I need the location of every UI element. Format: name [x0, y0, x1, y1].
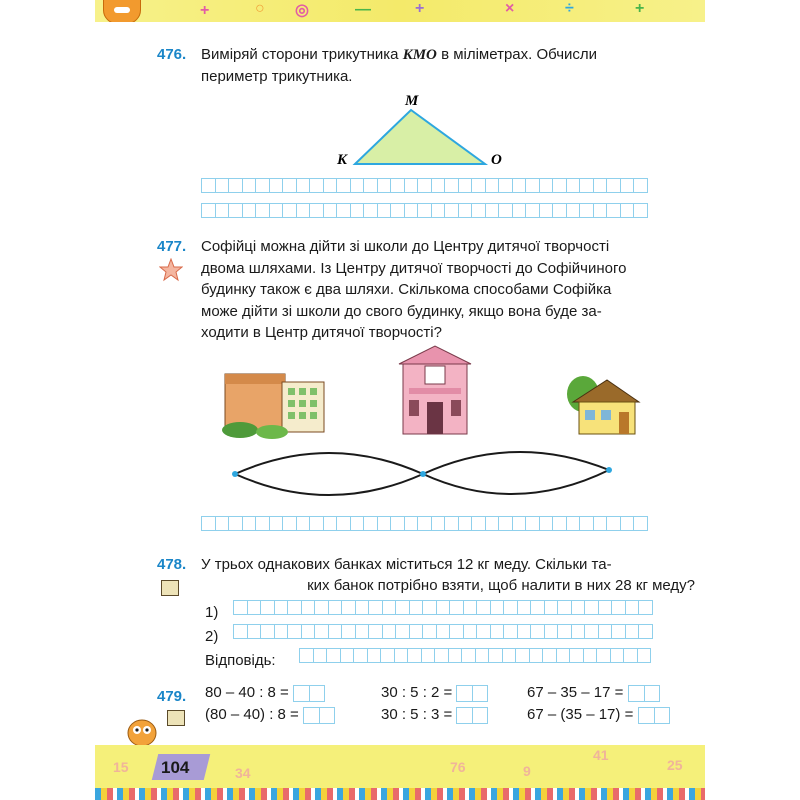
- grid-cell[interactable]: [296, 178, 311, 193]
- grid-cell[interactable]: [633, 178, 648, 193]
- problem-number-477: 477.: [157, 238, 187, 255]
- answer-box[interactable]: [628, 685, 660, 702]
- creativity-centre-building-illustration: [395, 344, 475, 436]
- grid-cell[interactable]: [269, 178, 284, 193]
- star-icon: [159, 258, 183, 282]
- grid-cell[interactable]: [593, 516, 608, 531]
- grid-cell[interactable]: [448, 648, 463, 663]
- grid-cell[interactable]: [611, 600, 626, 615]
- grid-cell[interactable]: [471, 516, 486, 531]
- problem-477-line: може дійти зі школи до свого будинку, якщо вона буде за-: [201, 302, 602, 320]
- grid-cell[interactable]: [498, 203, 513, 218]
- grid-cell[interactable]: [323, 516, 338, 531]
- grid-cell[interactable]: [395, 624, 410, 639]
- grid-cell[interactable]: [255, 203, 270, 218]
- grid-cell[interactable]: [404, 178, 419, 193]
- grid-cell[interactable]: [449, 624, 464, 639]
- grid-cell[interactable]: [355, 624, 370, 639]
- grid-cell[interactable]: [363, 178, 378, 193]
- expressions-column-2: [381, 684, 488, 728]
- vertex-o-label: O: [491, 152, 502, 168]
- school-to-centre-path-2: [235, 474, 423, 495]
- top-decorative-strip: + ○ ◎ — + × ÷ +: [95, 0, 705, 22]
- grid-cell[interactable]: [485, 516, 500, 531]
- grid-cell[interactable]: [498, 178, 513, 193]
- grid-cell[interactable]: [596, 648, 611, 663]
- grid-cell[interactable]: [571, 600, 586, 615]
- grid-cell[interactable]: [471, 203, 486, 218]
- grid-cell[interactable]: [242, 203, 257, 218]
- answer-box[interactable]: [638, 707, 670, 724]
- grid-cell[interactable]: [350, 178, 365, 193]
- grid-cell[interactable]: [309, 178, 324, 193]
- grid-cell[interactable]: [458, 516, 473, 531]
- grid-cell[interactable]: [296, 516, 311, 531]
- grid-cell[interactable]: [328, 600, 343, 615]
- house-illustration: [563, 372, 643, 438]
- grid-cell[interactable]: [340, 648, 355, 663]
- grid-cell[interactable]: [610, 648, 625, 663]
- grid-cell[interactable]: [512, 178, 527, 193]
- answer-grid-476-row2[interactable]: [201, 203, 647, 219]
- problem-number-476: 476.: [157, 46, 187, 63]
- grid-cell[interactable]: [368, 624, 383, 639]
- problem-476-text: [201, 44, 701, 87]
- grid-cell[interactable]: [417, 178, 432, 193]
- problem-477-line: двома шляхами. Із Центру дитячої творчості до Софійчиного: [201, 259, 627, 277]
- grid-cell[interactable]: [377, 203, 392, 218]
- grid-cell[interactable]: [503, 600, 518, 615]
- grid-cell[interactable]: [404, 203, 419, 218]
- grid-cell[interactable]: [444, 203, 459, 218]
- grid-cell[interactable]: [598, 624, 613, 639]
- grid-cell[interactable]: [282, 178, 297, 193]
- grid-cell[interactable]: [552, 203, 567, 218]
- expression: 67 – (35 – 17) =: [527, 706, 634, 723]
- grid-cell[interactable]: [584, 600, 599, 615]
- grid-cell[interactable]: [611, 624, 626, 639]
- grid-cell[interactable]: [228, 178, 243, 193]
- triangle-kmo: [355, 110, 485, 164]
- answer-grid-478-final[interactable]: [299, 648, 650, 664]
- school-point: [232, 471, 238, 477]
- grid-cell[interactable]: [530, 624, 545, 639]
- grid-cell[interactable]: [606, 203, 621, 218]
- answer-grid-477[interactable]: [201, 516, 647, 532]
- grid-cell[interactable]: [341, 624, 356, 639]
- grid-cell[interactable]: [296, 203, 311, 218]
- grid-cell[interactable]: [390, 178, 405, 193]
- expression: (80 – 40) : 8 =: [205, 706, 299, 723]
- grid-cell[interactable]: [579, 203, 594, 218]
- grid-cell[interactable]: [542, 648, 557, 663]
- bottom-checker-border: [95, 788, 705, 800]
- grid-cell[interactable]: [544, 600, 559, 615]
- grid-cell[interactable]: [247, 624, 262, 639]
- grid-cell[interactable]: [201, 178, 216, 193]
- grid-cell[interactable]: [422, 600, 437, 615]
- paths-diagram: [225, 438, 625, 510]
- grid-cell[interactable]: [363, 516, 378, 531]
- centre-to-home-path-2: [423, 470, 609, 494]
- grid-cell[interactable]: [341, 600, 356, 615]
- grid-cell[interactable]: [593, 203, 608, 218]
- grid-cell[interactable]: [255, 516, 270, 531]
- grid-cell[interactable]: [525, 516, 540, 531]
- grid-cell[interactable]: [515, 648, 530, 663]
- grid-cell[interactable]: [367, 648, 382, 663]
- answer-grid-478-step1[interactable]: [233, 600, 652, 616]
- grid-cell[interactable]: [350, 516, 365, 531]
- grid-cell[interactable]: [539, 516, 554, 531]
- grid-cell[interactable]: [583, 648, 598, 663]
- grid-cell[interactable]: [569, 648, 584, 663]
- grid-cell[interactable]: [620, 203, 635, 218]
- grid-cell[interactable]: [260, 600, 275, 615]
- expression: 67 – 35 – 17 =: [527, 684, 624, 701]
- answer-box[interactable]: [303, 707, 335, 724]
- decor-number: 25: [667, 757, 683, 773]
- grid-cell[interactable]: [458, 203, 473, 218]
- grid-cell[interactable]: [326, 648, 341, 663]
- decor-number: 41: [593, 747, 609, 763]
- grid-cell[interactable]: [382, 624, 397, 639]
- grid-cell[interactable]: [637, 648, 652, 663]
- grid-cell[interactable]: [260, 624, 275, 639]
- grid-cell[interactable]: [336, 516, 351, 531]
- notebook-icon: [167, 710, 185, 726]
- grid-cell[interactable]: [552, 178, 567, 193]
- grid-cell[interactable]: [566, 178, 581, 193]
- grid-cell[interactable]: [633, 516, 648, 531]
- grid-cell[interactable]: [301, 624, 316, 639]
- problem-477-text: [201, 236, 701, 344]
- problem-number-478: 478.: [157, 556, 187, 573]
- grid-cell[interactable]: [485, 178, 500, 193]
- problem-477-line: будинку також є два шляхи. Скількома способами Софійка: [201, 281, 612, 298]
- grid-cell[interactable]: [444, 178, 459, 193]
- grid-cell[interactable]: [436, 624, 451, 639]
- grid-cell[interactable]: [377, 178, 392, 193]
- workbook-page: [95, 0, 705, 800]
- grid-cell[interactable]: [201, 203, 216, 218]
- vertex-m-label: M: [405, 93, 419, 109]
- grid-cell[interactable]: [502, 648, 517, 663]
- grid-cell[interactable]: [503, 624, 518, 639]
- centre-to-home-path-1: [423, 452, 609, 474]
- problem-478-line2: ких банок потрібно взяти, щоб налити в них 28 кг меду?: [307, 577, 695, 594]
- grid-cell[interactable]: [579, 178, 594, 193]
- grid-cell[interactable]: [215, 178, 230, 193]
- grid-cell[interactable]: [394, 648, 409, 663]
- grid-cell[interactable]: [488, 648, 503, 663]
- grid-cell[interactable]: [323, 178, 338, 193]
- home-point: [606, 467, 612, 473]
- grid-cell[interactable]: [458, 178, 473, 193]
- grid-cell[interactable]: [620, 516, 635, 531]
- grid-cell[interactable]: [314, 600, 329, 615]
- problem-477-line: ходити в Центр дитячої творчості?: [201, 324, 442, 341]
- grid-cell[interactable]: [449, 600, 464, 615]
- problem-476-line1: Виміряй сторони трикутника: [201, 46, 399, 63]
- grid-cell[interactable]: [377, 516, 392, 531]
- grid-cell[interactable]: [323, 203, 338, 218]
- page-number: 104: [161, 758, 190, 777]
- grid-cell[interactable]: [436, 600, 451, 615]
- grid-cell[interactable]: [274, 624, 289, 639]
- grid-cell[interactable]: [566, 516, 581, 531]
- answer-box[interactable]: [456, 685, 488, 702]
- grid-cell[interactable]: [579, 516, 594, 531]
- grid-cell[interactable]: [557, 624, 572, 639]
- grid-cell[interactable]: [409, 600, 424, 615]
- grid-cell[interactable]: [512, 203, 527, 218]
- grid-cell[interactable]: [201, 516, 216, 531]
- grid-cell[interactable]: [282, 203, 297, 218]
- grid-cell[interactable]: [301, 600, 316, 615]
- grid-cell[interactable]: [421, 648, 436, 663]
- grid-cell[interactable]: [529, 648, 544, 663]
- grid-cell[interactable]: [598, 600, 613, 615]
- school-to-centre-path-1: [235, 453, 423, 474]
- grid-cell[interactable]: [490, 624, 505, 639]
- grid-cell[interactable]: [485, 203, 500, 218]
- grid-cell[interactable]: [287, 600, 302, 615]
- grid-cell[interactable]: [606, 516, 621, 531]
- grid-cell[interactable]: [525, 203, 540, 218]
- problem-476-line1-end: в міліметрах. Обчисли: [441, 46, 598, 63]
- grid-cell[interactable]: [309, 203, 324, 218]
- grid-cell[interactable]: [556, 648, 571, 663]
- grid-cell[interactable]: [431, 203, 446, 218]
- grid-cell[interactable]: [336, 178, 351, 193]
- grid-cell[interactable]: [228, 203, 243, 218]
- grid-cell[interactable]: [552, 516, 567, 531]
- grid-cell[interactable]: [390, 203, 405, 218]
- grid-cell[interactable]: [475, 648, 490, 663]
- step-1-label: 1): [205, 604, 219, 621]
- grid-cell[interactable]: [490, 600, 505, 615]
- decor-number: 15: [113, 759, 129, 775]
- grid-cell[interactable]: [417, 203, 432, 218]
- grid-cell[interactable]: [407, 648, 422, 663]
- grid-cell[interactable]: [476, 600, 491, 615]
- grid-cell[interactable]: [517, 624, 532, 639]
- triangle-name: KMO: [402, 47, 437, 63]
- grid-cell[interactable]: [355, 600, 370, 615]
- grid-cell[interactable]: [463, 600, 478, 615]
- notebook-icon: [161, 580, 179, 596]
- grid-cell[interactable]: [431, 516, 446, 531]
- vertex-k-label: K: [337, 152, 348, 168]
- grid-cell[interactable]: [539, 203, 554, 218]
- grid-cell[interactable]: [215, 516, 230, 531]
- grid-cell[interactable]: [525, 178, 540, 193]
- grid-cell[interactable]: [623, 648, 638, 663]
- grid-cell[interactable]: [625, 600, 640, 615]
- grid-cell[interactable]: [461, 648, 476, 663]
- grid-cell[interactable]: [512, 516, 527, 531]
- grid-cell[interactable]: [390, 516, 405, 531]
- grid-cell[interactable]: [309, 516, 324, 531]
- grid-cell[interactable]: [404, 516, 419, 531]
- grid-cell[interactable]: [557, 600, 572, 615]
- grid-cell[interactable]: [409, 624, 424, 639]
- grid-cell[interactable]: [498, 516, 513, 531]
- grid-cell[interactable]: [517, 600, 532, 615]
- grid-cell[interactable]: [471, 178, 486, 193]
- grid-cell[interactable]: [395, 600, 410, 615]
- grid-cell[interactable]: [431, 178, 446, 193]
- grid-cell[interactable]: [350, 203, 365, 218]
- problem-477-line: Софійці можна дійти зі школи до Центру дитячої творчості: [201, 238, 610, 255]
- grid-cell[interactable]: [363, 203, 378, 218]
- expression: 30 : 5 : 2 =: [381, 684, 453, 701]
- grid-cell[interactable]: [247, 600, 262, 615]
- decor-number: 76: [450, 759, 466, 775]
- expression: 30 : 5 : 3 =: [381, 706, 453, 723]
- grid-cell[interactable]: [593, 178, 608, 193]
- problem-478-text: [201, 554, 701, 596]
- grid-cell[interactable]: [313, 648, 328, 663]
- grid-cell[interactable]: [539, 178, 554, 193]
- problem-476-line2: периметр трикутника.: [201, 68, 353, 85]
- grid-cell[interactable]: [282, 516, 297, 531]
- grid-cell[interactable]: [242, 516, 257, 531]
- grid-cell[interactable]: [444, 516, 459, 531]
- problem-number-479: 479.: [157, 688, 187, 705]
- answer-grid-476-row1[interactable]: [201, 178, 647, 194]
- grid-cell[interactable]: [336, 203, 351, 218]
- answer-grid-478-step2[interactable]: [233, 624, 652, 640]
- grid-cell[interactable]: [434, 648, 449, 663]
- grid-cell[interactable]: [228, 516, 243, 531]
- cat-mascot-icon: [103, 0, 141, 22]
- grid-cell[interactable]: [476, 624, 491, 639]
- grid-cell[interactable]: [242, 178, 257, 193]
- grid-cell[interactable]: [287, 624, 302, 639]
- grid-cell[interactable]: [328, 624, 343, 639]
- grid-cell[interactable]: [606, 178, 621, 193]
- answer-label: Відповідь:: [205, 652, 276, 669]
- grid-cell[interactable]: [584, 624, 599, 639]
- triangle-kmo-diagram: [325, 88, 525, 174]
- grid-cell[interactable]: [299, 648, 314, 663]
- grid-cell[interactable]: [314, 624, 329, 639]
- grid-cell[interactable]: [463, 624, 478, 639]
- grid-cell[interactable]: [380, 648, 395, 663]
- grid-cell[interactable]: [638, 600, 653, 615]
- grid-cell[interactable]: [530, 600, 545, 615]
- grid-cell[interactable]: [269, 516, 284, 531]
- grid-cell[interactable]: [638, 624, 653, 639]
- grid-cell[interactable]: [269, 203, 284, 218]
- problem-478-line1: У трьох однакових банках міститься 12 кг меду. Скільки та-: [201, 556, 612, 573]
- answer-box[interactable]: [293, 685, 325, 702]
- answer-box[interactable]: [456, 707, 488, 724]
- grid-cell[interactable]: [544, 624, 559, 639]
- grid-cell[interactable]: [620, 178, 635, 193]
- grid-cell[interactable]: [417, 516, 432, 531]
- grid-cell[interactable]: [571, 624, 586, 639]
- expressions-column-3: [527, 684, 670, 728]
- grid-cell[interactable]: [255, 178, 270, 193]
- expressions-column-1: [205, 684, 335, 728]
- grid-cell[interactable]: [633, 203, 648, 218]
- grid-cell[interactable]: [368, 600, 383, 615]
- expression: 80 – 40 : 8 =: [205, 684, 289, 701]
- owl-mascot-icon: [125, 714, 159, 748]
- school-building-illustration: [220, 362, 330, 440]
- grid-cell[interactable]: [353, 648, 368, 663]
- grid-cell[interactable]: [382, 600, 397, 615]
- grid-cell[interactable]: [215, 203, 230, 218]
- decor-number: 9: [523, 763, 531, 779]
- grid-cell[interactable]: [274, 600, 289, 615]
- grid-cell[interactable]: [233, 624, 248, 639]
- grid-cell[interactable]: [422, 624, 437, 639]
- centre-point: [420, 471, 426, 477]
- step-2-label: 2): [205, 628, 219, 645]
- grid-cell[interactable]: [625, 624, 640, 639]
- decor-number: 34: [235, 765, 251, 781]
- grid-cell[interactable]: [566, 203, 581, 218]
- grid-cell[interactable]: [233, 600, 248, 615]
